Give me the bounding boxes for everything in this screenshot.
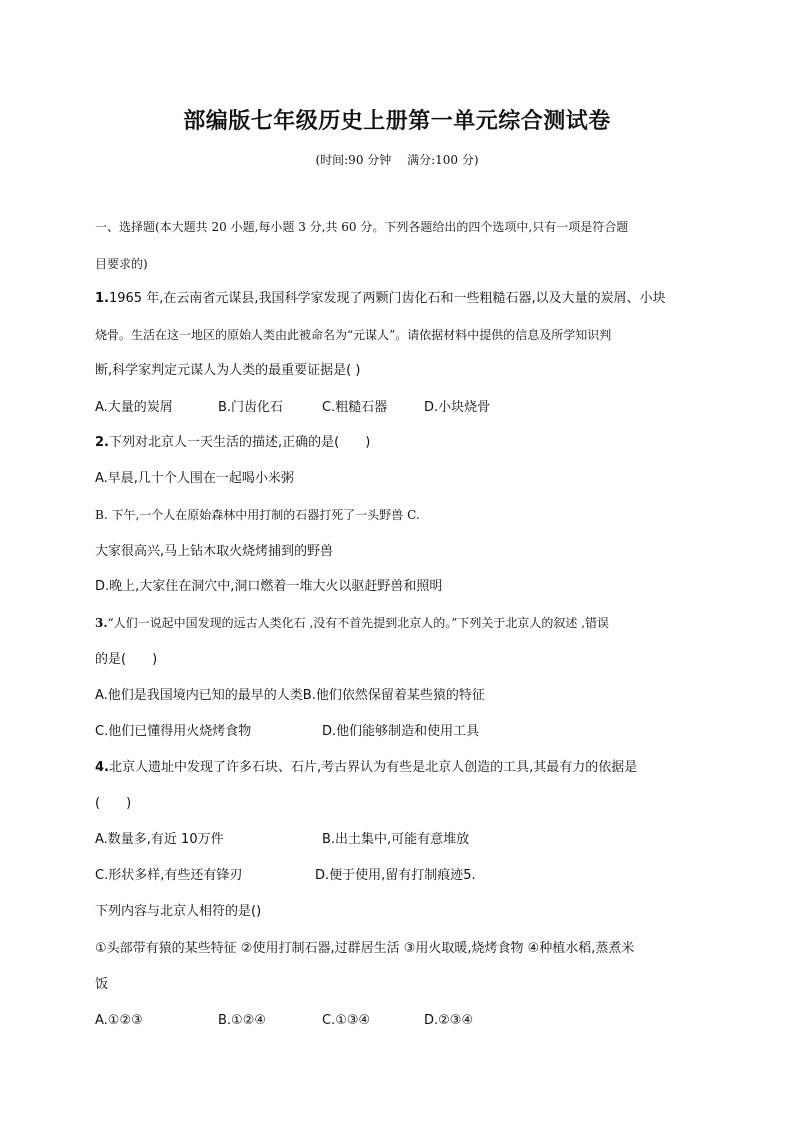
question-3-line-2: 的是( )	[95, 652, 158, 667]
question-1-option-a[interactable]: A.大量的炭屑	[95, 400, 173, 415]
question-5-option-a[interactable]: A.①②③	[95, 1013, 143, 1028]
question-4-option-a[interactable]: A.数量多,有近 10万件	[95, 832, 224, 847]
question-3-number: 3.	[95, 616, 108, 630]
question-4-option-d[interactable]: D.便于使用,留有打制痕迹5.	[315, 868, 476, 883]
question-4-option-b[interactable]: B.出土集中,可能有意堆放	[322, 832, 470, 847]
question-2-option-d[interactable]: D.晚上,大家住在洞穴中,洞口燃着一堆大火以驱赶野兽和照明	[95, 579, 443, 594]
question-2-option-b[interactable]: B. 下午,一个人在原始森林中用打制的石器打死了一头野兽 C.	[95, 508, 420, 522]
question-3-stem: “人们一说起中国发现的远古人类化石 ,没有不首先提到北京人的。”下列关于北京人的叙述 ,错误	[107, 616, 610, 630]
question-4-number: 4.	[95, 760, 109, 775]
question-5-option-b[interactable]: B.①②④	[218, 1013, 267, 1028]
question-1-option-b[interactable]: B.门齿化石	[218, 400, 284, 415]
question-2-line-1	[95, 434, 370, 452]
section-heading-line-2: 目要求的)	[95, 257, 148, 271]
question-1-line-1	[95, 290, 666, 308]
question-5-option-d[interactable]: D.②③④	[424, 1013, 474, 1028]
question-5-line-3: 饭	[95, 977, 109, 992]
question-4-stem: 北京人遗址中发现了许多石块、石片,考古界认为有些是北京人创造的工具,其最有力的依据是	[108, 760, 638, 775]
question-1-number: 1.	[95, 291, 109, 306]
question-2-option-c-text[interactable]: 大家很高兴,马上钻木取火烧烤捕到的野兽	[95, 544, 334, 559]
question-5-stem: 下列内容与北京人相符的是()	[95, 904, 262, 919]
question-1-option-d[interactable]: D.小块烧骨	[424, 400, 491, 415]
question-4-option-c[interactable]: C.形状多样,有些还有锋刃	[95, 868, 243, 883]
page-title: 部编版七年级历史上册第一单元综合测试卷	[183, 108, 611, 134]
question-1-line-2: 烧骨。生活在这一地区的原始人类由此被命名为“元谋人”。请依据材料中提供的信息及所学知识判	[95, 328, 612, 342]
question-3-option-c[interactable]: C.他们已懂得用火烧烤食物	[95, 724, 252, 739]
question-1-option-c[interactable]: C.粗糙石器	[322, 400, 388, 415]
question-4-line-1	[95, 759, 637, 777]
question-1-line-3: 断,科学家判定元谋人为人类的最重要证据是( )	[95, 363, 361, 378]
exam-info: (时间:90 分钟 满分:100 分)	[315, 153, 479, 167]
question-2-option-a[interactable]: A.早晨,几十个人围在一起喝小米粥	[95, 471, 294, 486]
question-2-stem: 下列对北京人一天生活的描述,正确的是( )	[108, 435, 371, 450]
question-5-line-2: ①头部带有猿的某些特征 ②使用打制石器,过群居生活 ③用火取暖,烧烤食物 ④种植水稻,蒸煮米	[95, 941, 635, 956]
question-3-line-1	[95, 614, 609, 632]
question-4-line-2: ( )	[95, 796, 132, 811]
question-3-option-d[interactable]: D.他们能够制造和使用工具	[322, 724, 480, 739]
section-heading-line-1: 一、选择题(本大题共 20 小题,每小题 3 分,共 60 分。下列各题给出的四个选项中,只有一项是符合题	[95, 220, 629, 234]
question-2-number: 2.	[95, 435, 109, 450]
question-5-option-c[interactable]: C.①③④	[322, 1013, 371, 1028]
question-3-options-ab[interactable]: A.他们是我国境内已知的最早的人类B.他们依然保留着某些猿的特征	[95, 688, 485, 703]
question-1-text-1: 1965 年,在云南省元谋县,我国科学家发现了两颗门齿化石和一些粗糙石器,以及大量的炭屑、小块	[108, 291, 666, 306]
